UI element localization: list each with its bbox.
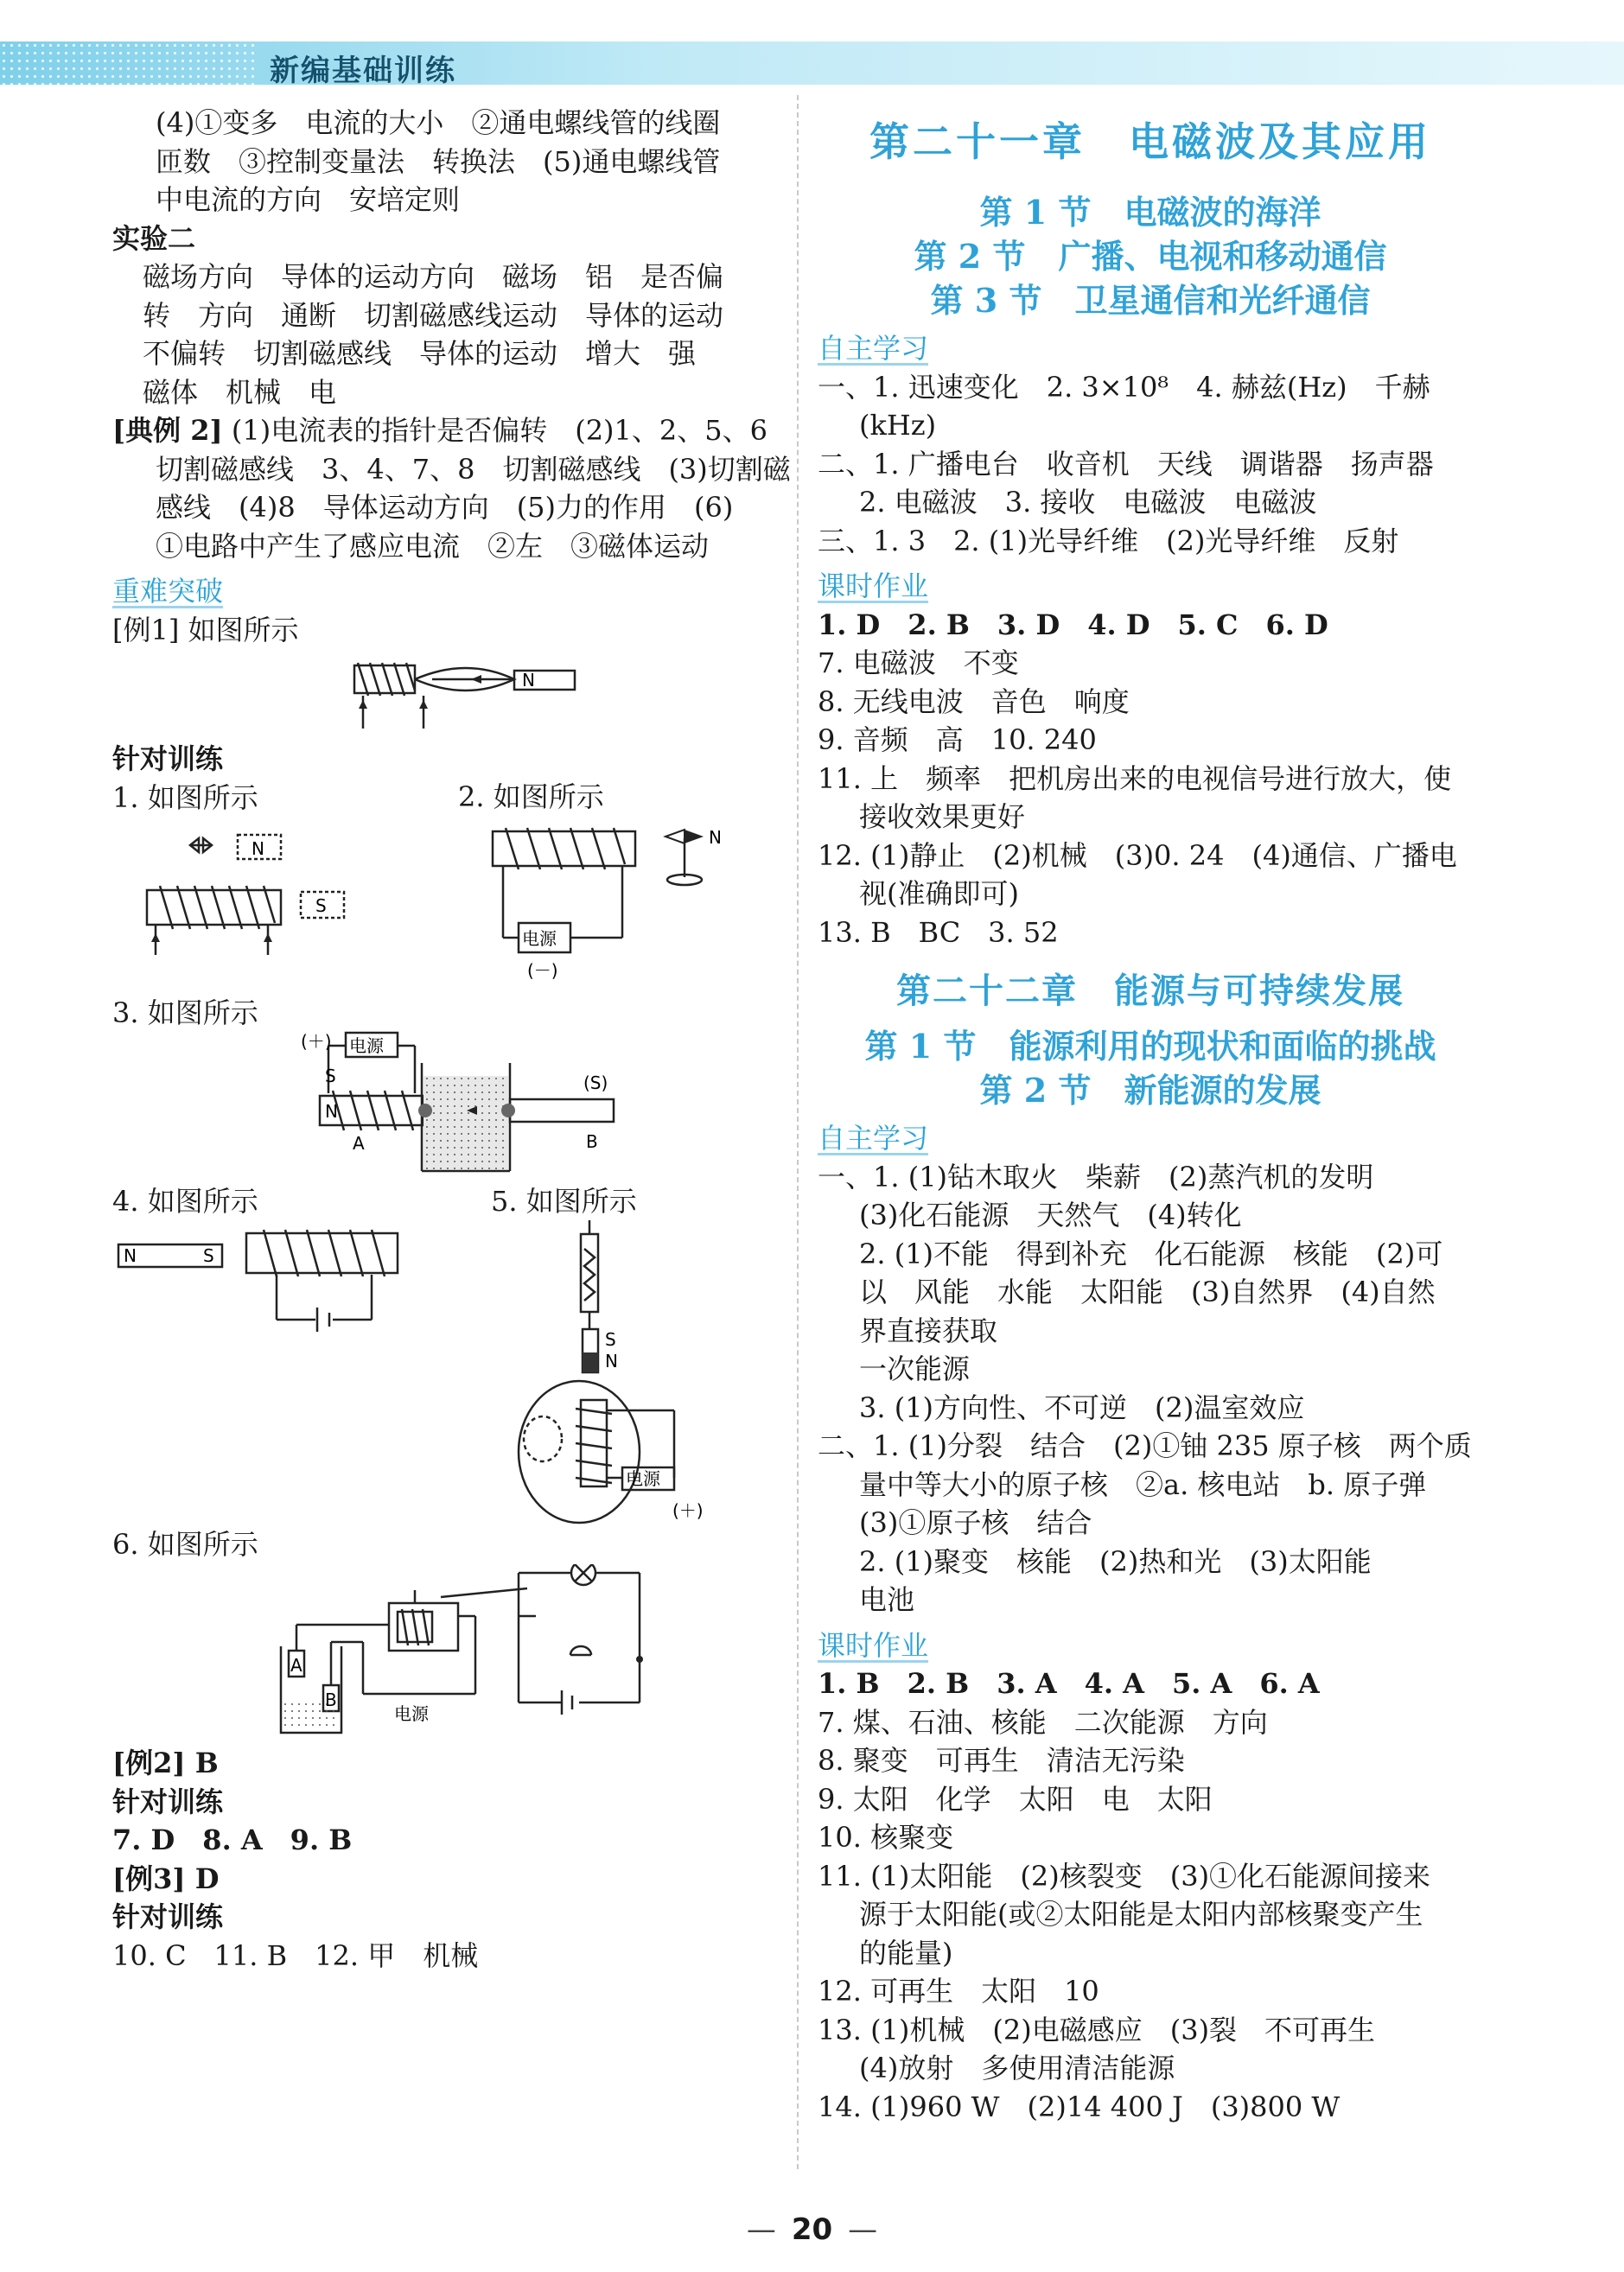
figure-q3 — [294, 1028, 622, 1175]
page-number-value: 20 — [791, 2212, 833, 2247]
label-power: 电源 — [394, 1703, 429, 1724]
self-study-heading: 自主学习 — [818, 332, 929, 365]
typical-example-2 — [112, 411, 778, 450]
right-column — [818, 104, 1483, 2126]
question-6: 6. 如图所示 — [112, 1528, 258, 1561]
ch21-study-line: 三、1. 3 2. (1)光导纤维 (2)光导纤维 反射 — [818, 524, 1399, 557]
experiment2-title: 实验二 — [112, 221, 196, 255]
targeted-training-title: 针对训练 — [112, 742, 224, 775]
ch21-hw-line: 8. 无线电波 音色 响度 — [818, 684, 1130, 718]
ch22-hw-line: (4)放射 多使用清洁能源 — [859, 2052, 1175, 2084]
label-n: N — [605, 1351, 618, 1371]
left-bottom-block — [112, 1744, 778, 1975]
ch21-hw-line: 接收效果更好 — [859, 800, 1026, 833]
exp2-line: 转 方向 通断 切割磁感线运动 导体的运动 — [143, 298, 724, 332]
section-key-points: 重难突破 — [112, 575, 224, 608]
figure-q5 — [510, 1219, 735, 1525]
ch22-hw-line: 10. 核聚变 — [818, 1821, 954, 1854]
left-column — [112, 104, 791, 649]
ch22-study-line: (3)①原子核 结合 — [859, 1506, 1092, 1539]
label-plus: (＋) — [672, 1500, 704, 1521]
ch21-hw-line: 视(准确即可) — [859, 877, 1019, 910]
homework-heading: 课时作业 — [818, 570, 929, 602]
ch22-study-line: 2. (1)不能 得到补充 化石能源 核能 (2)可 — [859, 1237, 1443, 1270]
ch21-study-line: (kHz) — [859, 409, 937, 442]
ch22-hw-line: 8. 聚变 可再生 清洁无污染 — [818, 1744, 1185, 1777]
question-5: 5. 如图所示 — [491, 1185, 637, 1218]
ch22-study-line: 界直接获取 — [859, 1314, 998, 1347]
ch21-section: 第 2 节 广播、电视和移动通信 — [914, 237, 1387, 276]
ch22-hw-line: 源于太阳能(或②太阳能是太阳内部核聚变产生 — [859, 1898, 1423, 1931]
exp2-line: 不偏转 切割磁感线 导体的运动 增大 强 — [143, 337, 697, 370]
label-plus: (＋) — [301, 1031, 332, 1052]
figure-q2 — [484, 821, 743, 985]
targeted-training-title: 针对训练 — [112, 1785, 224, 1818]
label-n: N — [709, 827, 722, 848]
ch21-study-line: 一、1. 迅速变化 2. 3×10⁸ 4. 赫兹(Hz) 千赫 — [818, 370, 1430, 404]
ch22-study-line: 电池 — [859, 1583, 915, 1616]
ch21-study-line: 二、1. 广播电台 收音机 天线 调谐器 扬声器 — [818, 447, 1434, 480]
intro-line: 中电流的方向 安培定则 — [156, 183, 461, 216]
ch22-section: 第 1 节 能源利用的现状和面临的挑战 — [864, 1027, 1436, 1066]
ch21-hw-line: 9. 音频 高 10. 240 — [818, 723, 1097, 756]
header-title: 新编基础训练 — [270, 54, 456, 88]
example-1: [例1] 如图所示 — [112, 613, 299, 646]
ch21-hw-line: 1. D 2. B 3. D 4. D 5. C 6. D — [818, 608, 1328, 641]
example-3: [例3] D — [112, 1862, 220, 1895]
figure-q4 — [117, 1223, 411, 1335]
figure-q6 — [277, 1564, 657, 1737]
label-power: 电源 — [522, 928, 557, 949]
left-targeted-block — [112, 740, 778, 817]
label-s: S — [203, 1245, 214, 1266]
figure-q1 — [138, 830, 354, 959]
ch22-study-line: 一次能源 — [859, 1352, 971, 1385]
intro-line: 匝数 ③控制变量法 转换法 (5)通电螺线管 — [156, 144, 721, 178]
exp2-line: 磁场方向 导体的运动方向 磁场 铝 是否偏 — [143, 260, 724, 293]
label-b: B — [325, 1690, 337, 1710]
ch22-study-line: 二、1. (1)分裂 结合 (2)①铀 235 原子核 两个质 — [818, 1429, 1472, 1462]
ch22-hw-line: 7. 煤、石油、核能 二次能源 方向 — [818, 1705, 1268, 1739]
ch22-hw-line: 11. (1)太阳能 (2)核裂变 (3)①化石能源间接来 — [818, 1859, 1431, 1893]
homework-heading: 课时作业 — [818, 1628, 929, 1662]
ch22-hw-line: 的能量) — [859, 1936, 953, 1970]
ch22-section: 第 2 节 新能源的发展 — [979, 1071, 1321, 1110]
example-2: [例2] B — [112, 1747, 219, 1779]
ch22-study-line: 3. (1)方向性、不可逆 (2)温室效应 — [859, 1391, 1305, 1424]
figure-example1 — [346, 652, 579, 739]
label-n: N — [522, 670, 535, 691]
answers-7-9: 7. D 8. A 9. B — [112, 1823, 353, 1856]
ch22-hw-line: 12. 可再生 太阳 10 — [818, 1975, 1099, 2008]
question-2: 2. 如图所示 — [458, 780, 604, 813]
page-header — [0, 0, 1624, 86]
typical-line: 感线 (4)8 导体运动方向 (5)力的作用 (6) — [156, 491, 734, 524]
typical-line: 切割磁感线 3、4、7、8 切割磁感线 (3)切割磁 — [156, 452, 791, 486]
ch22-study-line: 量中等大小的原子核 ②a. 核电站 b. 原子弹 — [859, 1467, 1427, 1501]
column-divider — [797, 95, 799, 2169]
ch22-study-line: 以 风能 水能 太阳能 (3)自然界 (4)自然 — [859, 1276, 1436, 1308]
label-n: N — [252, 838, 264, 859]
label-power: 电源 — [349, 1035, 384, 1056]
intro-line: (4)①变多 电流的大小 ②通电螺线管的线圈 — [156, 106, 721, 139]
chapter-21-title: 第二十一章 电磁波及其应用 — [869, 118, 1431, 165]
ch22-study-line: 一、1. (1)钻木取火 柴薪 (2)蒸汽机的发明 — [818, 1160, 1374, 1193]
ch21-section: 第 3 节 卫星通信和光纤通信 — [930, 281, 1371, 320]
ch21-study-line: 2. 电磁波 3. 接收 电磁波 电磁波 — [859, 486, 1317, 519]
ch22-study-line: (3)化石能源 天然气 (4)转化 — [859, 1199, 1242, 1231]
exp2-line: 磁体 机械 电 — [143, 375, 337, 409]
question-3: 3. 如图所示 — [112, 996, 258, 1029]
question-4: 4. 如图所示 — [112, 1185, 258, 1218]
label-a: A — [290, 1655, 303, 1676]
ch22-hw-line: 13. (1)机械 (2)电磁感应 (3)裂 不可再生 — [818, 2013, 1376, 2046]
ch21-hw-line: 12. (1)静止 (2)机械 (3)0. 24 (4)通信、广播电 — [818, 838, 1457, 872]
label-s: S — [605, 1329, 616, 1350]
ch21-hw-line: 13. B BC 3. 52 — [818, 915, 1059, 949]
self-study-heading: 自主学习 — [818, 1122, 929, 1155]
ch21-hw-line: 7. 电磁波 不变 — [818, 646, 1019, 679]
ch22-study-line: 2. (1)聚变 核能 (2)热和光 (3)太阳能 — [859, 1544, 1372, 1578]
ch21-section: 第 1 节 电磁波的海洋 — [979, 193, 1321, 232]
label-n: N — [325, 1101, 338, 1122]
ch22-hw-line: 14. (1)960 W (2)14 400 J (3)800 W — [818, 2090, 1341, 2123]
label-s: S — [325, 1066, 336, 1086]
label-minus: (－) — [527, 960, 558, 981]
label-n: N — [124, 1245, 137, 1266]
ch22-hw-line: 1. B 2. B 3. A 4. A 5. A 6. A — [818, 1667, 1320, 1700]
ch22-hw-line: 9. 太阳 化学 太阳 电 太阳 — [818, 1782, 1213, 1816]
label-s: S — [315, 895, 327, 916]
typical-line: ①电路中产生了感应电流 ②左 ③磁体运动 — [156, 529, 710, 563]
ch21-hw-line: 11. 上 频率 把机房出来的电视信号进行放大，使 — [818, 761, 1452, 795]
label-a: A — [353, 1133, 365, 1154]
label-power: 电源 — [626, 1468, 660, 1489]
typical-line: (1)电流表的指针是否偏转 (2)1、2、5、6 — [231, 414, 767, 447]
question-1: 1. 如图所示 — [112, 780, 258, 814]
label-b: B — [586, 1131, 598, 1152]
targeted-training-title: 针对训练 — [112, 1900, 224, 1933]
answers-10-12: 10. C 11. B 12. 甲 机械 — [112, 1938, 479, 1972]
typical-label: [典例 2] — [112, 414, 223, 447]
page-number: — 20 — — [746, 2212, 878, 2247]
label-s-paren: (S) — [583, 1072, 608, 1093]
chapter-22-title: 第二十二章 能源与可持续发展 — [896, 971, 1404, 1011]
header-dot-pattern — [0, 41, 259, 85]
